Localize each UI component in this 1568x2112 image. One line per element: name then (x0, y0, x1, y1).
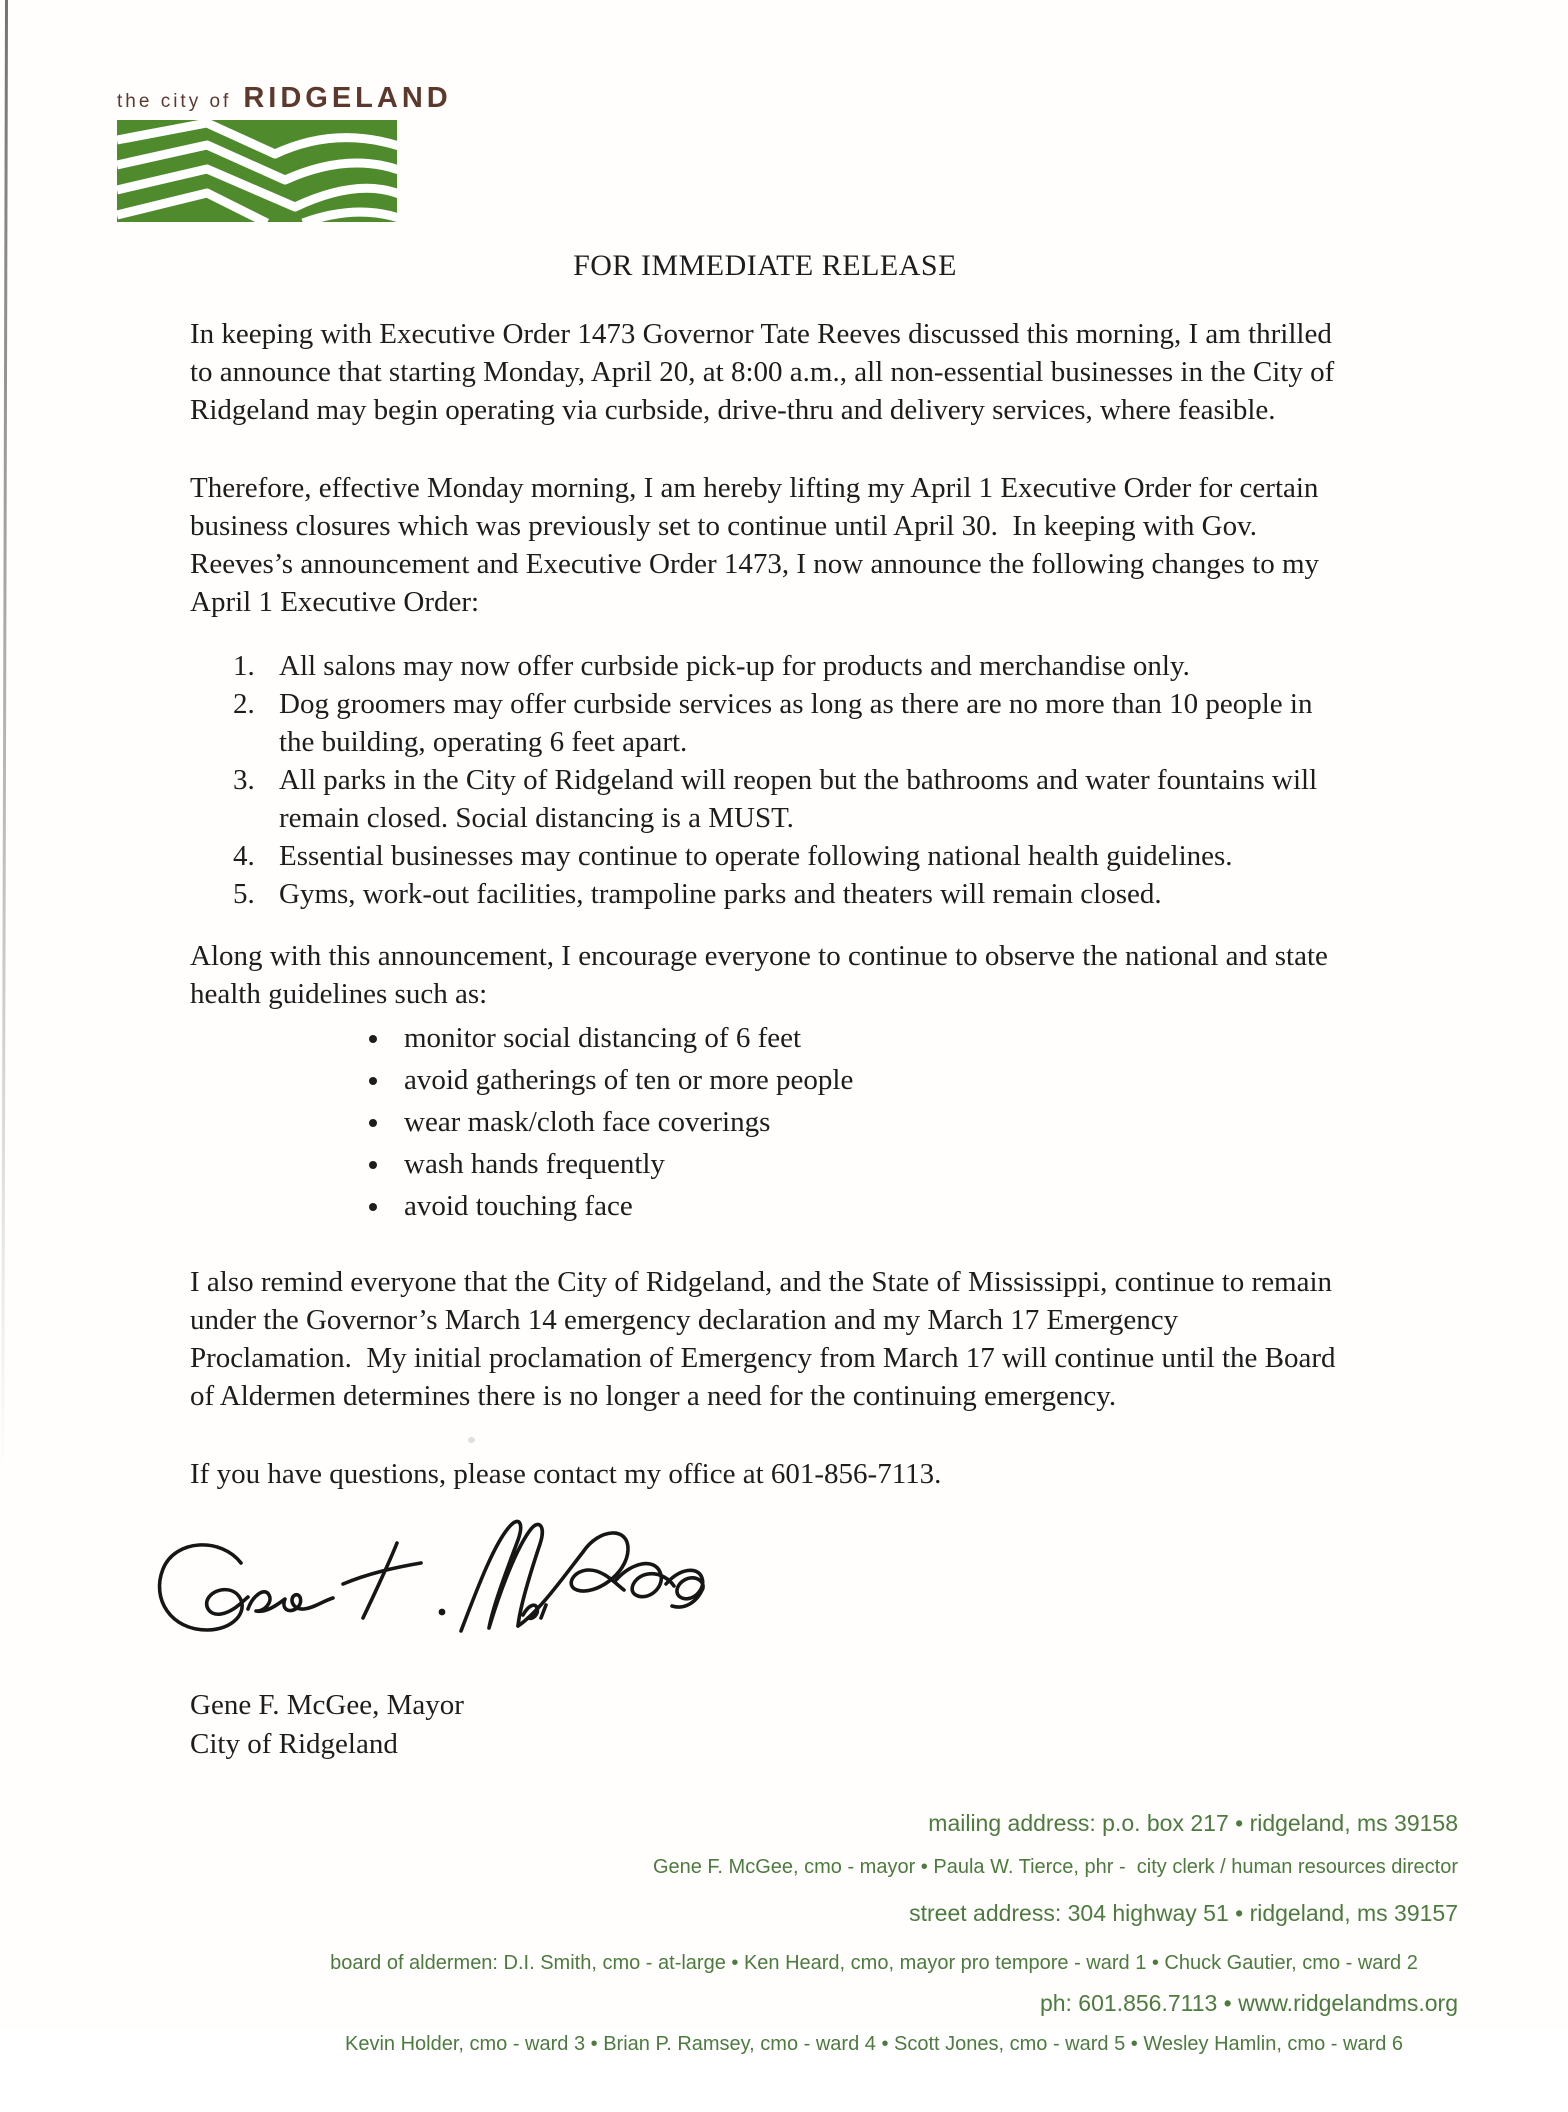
logo-wordmark (117, 82, 452, 115)
numbered-item-5 (190, 875, 1340, 913)
signatory-name: Gene F. McGee, Mayor (190, 1689, 464, 1721)
item-text: Dog groomers may offer curbside services as long as there are no more than 10 people in the building, operating 6 feet apart. (279, 688, 1320, 758)
numbered-item-4 (190, 837, 1340, 875)
bullet-item: • avoid gatherings of ten or more people (392, 1059, 1340, 1101)
numbered-item-2 (190, 685, 1340, 761)
aldermen-line-2: Kevin Holder, cmo - ward 3 • Brian P. Ramsey, cmo - ward 4 • Scott Jones, cmo - ward 5 • Wesley Hamlin, cmo - ward 6 (344, 2033, 1404, 2055)
paragraph-announcement: In keeping with Executive Order 1473 Governor Tate Reeves discussed this morning, I am thrilled to announce that starting Monday, April 20, at 8:00 a.m., all non-essential businesses in the City of Ridgeland may begin operating via curbside, drive-thru and delivery services, where feasible. (190, 318, 1342, 426)
bullet-item: • avoid touching face (392, 1185, 1340, 1227)
bullet-item: • wear mask/cloth face coverings (392, 1101, 1340, 1143)
numbered-item-1 (190, 647, 1340, 685)
paragraph-guidelines-intro: Along with this announcement, I encourage everyone to continue to observe the national and state health guidelines such as: (190, 940, 1336, 1010)
paragraph-contact: If you have questions, please contact my office at 601-856-7113. (190, 1458, 942, 1490)
item-number: 2. (233, 688, 255, 720)
item-text: All salons may now offer curbside pick-up for products and merchandise only. (279, 650, 1190, 682)
aldermen-line-1: board of aldermen: D.I. Smith, cmo - at-large • Ken Heard, cmo, mayor pro tempore - ward 1 • Chuck Gautier, cmo - ward 2 (330, 1952, 1418, 1974)
phone-website: ph: 601.856.7113 • www.ridgelandms.org (1039, 1990, 1458, 2016)
mailing-address: mailing address: p.o. box 217 • ridgeland, ms 39158 (928, 1810, 1458, 1836)
item-number: 4. (233, 840, 255, 872)
guidelines-bullet-list (190, 1017, 1340, 1227)
board-of-aldermen-block (180, 1896, 1568, 2112)
item-text: Essential businesses may continue to operate following national health guidelines. (279, 840, 1233, 872)
paragraph-emergency-status: I also remind everyone that the City of Ridgeland, and the State of Mississippi, continue to remain under the Governor’s March 14 emergency declaration and my March 17 Emergency Proclamation. My initial proclamation of Emergency from March 17 will continue until the Board of Aldermen determines there is no longer a need for the continuing emergency. (190, 1266, 1343, 1412)
numbered-list (190, 647, 1340, 913)
officials-line: Gene F. McGee, cmo - mayor • Paula W. Tierce, phr - city clerk / human resources director (652, 1856, 1458, 1878)
street-address: street address: 304 highway 51 • ridgeland, ms 39157 (909, 1900, 1458, 1926)
numbered-item-3 (190, 761, 1340, 837)
item-number: 3. (233, 764, 255, 796)
item-text: All parks in the City of Ridgeland will reopen but the bathrooms and water fountains will remain closed. Social distancing is a MUST. (279, 764, 1325, 834)
scan-artifact-line (1, 0, 8, 1475)
item-number: 5. (233, 878, 255, 910)
signatory-org: City of Ridgeland (190, 1728, 398, 1760)
mayor-signature (145, 1517, 705, 1682)
item-number: 1. (233, 650, 255, 682)
release-heading: FOR IMMEDIATE RELEASE (573, 249, 957, 282)
logo-tagline: the city of (117, 91, 232, 112)
letter-body (190, 247, 1343, 1764)
logo-waves-icon (117, 120, 397, 222)
city-logo (117, 82, 452, 222)
logo-city-name: RIDGELAND (243, 82, 452, 114)
bullet-item: • monitor social distancing of 6 feet (392, 1017, 1340, 1059)
item-text: Gyms, work-out facilities, trampoline parks and theaters will remain closed. (279, 878, 1162, 910)
paragraph-order-lifting: Therefore, effective Monday morning, I am hereby lifting my April 1 Executive Order for certain business closures which was previously set to continue until April 30. In keeping with Gov. Reeves’s announcement and Executive Order 1473, I now announce the following changes to my April 1 Executive Order: (190, 472, 1326, 618)
bullet-item: • wash hands frequently (392, 1143, 1340, 1185)
